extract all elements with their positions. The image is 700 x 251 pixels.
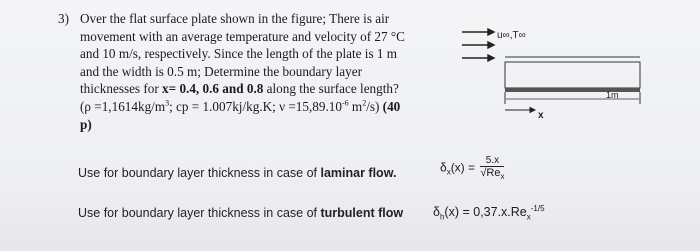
turbulent-formula: $\delta_h(x) = 0,37.x.Re_x^{-1/5}$: [433, 203, 545, 222]
properties-line: ($\rho =1,1614kg/m^3$; cp = 1.007kj/kg.K; $\nu =15,89.10^{-6}$ $m^2/s$) (40: [80, 98, 401, 114]
problem-number: 3): [58, 11, 69, 26]
points-label: p): [80, 116, 92, 132]
problem-line: and the width is 0.5 m; Determine the boundary layer: [80, 63, 362, 79]
plate: [505, 57, 640, 104]
turbulent-note: Use for boundary layer thickness in case of turbulent flow: [78, 206, 404, 220]
length-label: 1m: [606, 90, 619, 100]
problem-line: movement with an average temperature and velocity of 27 °C: [80, 28, 405, 44]
x-label: x: [538, 110, 544, 121]
problem-line: and 10 m/s, respectively. Since the length of the plate is 1 m: [80, 46, 398, 62]
x-axis-arrow-icon: [505, 108, 535, 113]
flow-arrows-icon: [462, 29, 494, 61]
laminar-formula: $\delta_x(x)$ = $\frac{5.x}{√Re_x}$: [440, 155, 505, 182]
flow-label: u∞,T∞: [497, 30, 526, 41]
laminar-note: Use for boundary layer thickness in case of laminar flow.: [78, 166, 397, 180]
problem-line: thicknesses for x= 0.4, 0.6 and 0.8 along the surface length?: [80, 81, 399, 97]
problem-line: Over the flat surface plate shown in the figure; There is air: [80, 11, 390, 26]
